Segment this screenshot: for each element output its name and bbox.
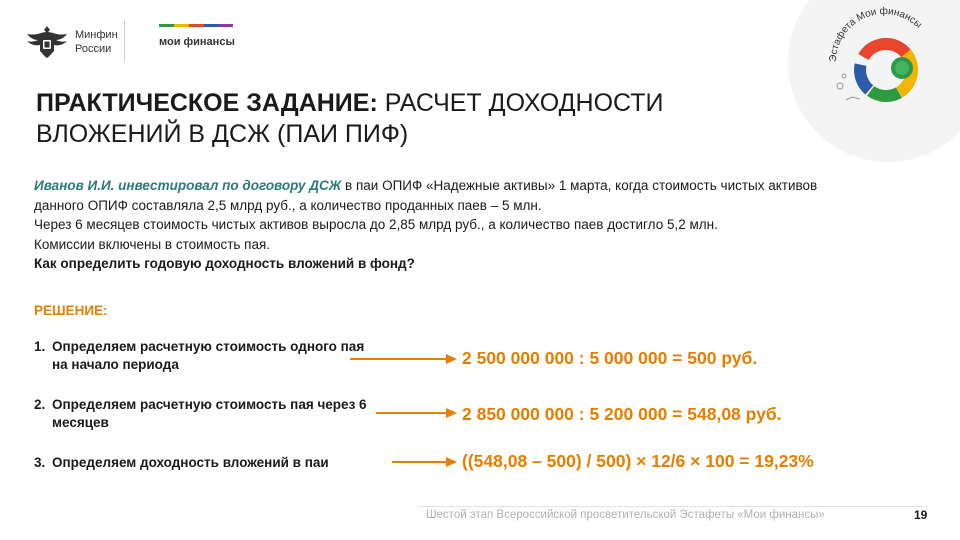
estafeta-badge [776, 0, 960, 165]
step-text: Определяем доходность вложений в паи [52, 455, 329, 470]
brand-name: мои финансы [159, 36, 235, 48]
step-text: Определяем расчетную стоимость одного пая на начало периода [52, 339, 365, 372]
org-name: Минфин России [75, 29, 118, 55]
task-line-2: Через 6 месяцев стоимость чистых активов выросла до 2,85 млрд руб., а количество паев достигло 5,2 млн. [34, 217, 718, 232]
eagle-emblem-icon [22, 22, 72, 62]
title-bold: ПРАКТИЧЕСКОЕ ЗАДАНИЕ: [36, 89, 378, 117]
footer-divider [418, 506, 928, 507]
badge-arc-text: Эстафета Мои финансы [827, 5, 924, 63]
brand-color-bar [159, 24, 233, 27]
step-number: 2. [34, 397, 46, 412]
page-number: 19 [914, 508, 928, 522]
footer-text: Шестой этап Всероссийской просветительской Эстафеты «Мои финансы» [426, 509, 825, 521]
logo-divider [124, 20, 125, 62]
task-question: Как определить годовую доходность вложений в фонд? [34, 256, 415, 271]
slide-title [36, 88, 776, 150]
moi-finansy-logo [159, 24, 239, 54]
step-result: 2 850 000 000 : 5 200 000 = 548,08 руб. [462, 404, 782, 424]
solution-label: РЕШЕНИЕ: [34, 303, 108, 318]
arrow-right-icon [392, 456, 458, 468]
task-line-1: в паи ОПИФ «Надежные активы» 1 марта, когда стоимость чистых активов данного ОПИФ составляла 2,5 млрд руб., а количество проданных паев – 5 млн. [34, 178, 818, 213]
step-number: 3. [34, 455, 46, 470]
step-text: Определяем расчетную стоимость пая через 6 месяцев [52, 397, 367, 430]
task-lead: Иванов И.И. инвестировал по договору ДСЖ [34, 178, 342, 193]
arrow-right-icon [376, 407, 458, 419]
title-regular: РАСЧЕТ ДОХОДНОСТИ ВЛОЖЕНИЙ В ДСЖ (ПАИ ПИФ) [36, 89, 664, 148]
arrow-right-icon [350, 353, 458, 365]
task-line-3: Комиссии включены в стоимость пая. [34, 236, 271, 252]
task-description [34, 176, 864, 274]
step-number: 1. [34, 339, 46, 354]
step-result: 2 500 000 000 : 5 000 000 = 500 руб. [462, 348, 758, 368]
minfin-logo [22, 22, 122, 62]
step-result: ((548,08 – 500) / 500) × 12/6 × 100 = 19,23% [462, 451, 814, 471]
